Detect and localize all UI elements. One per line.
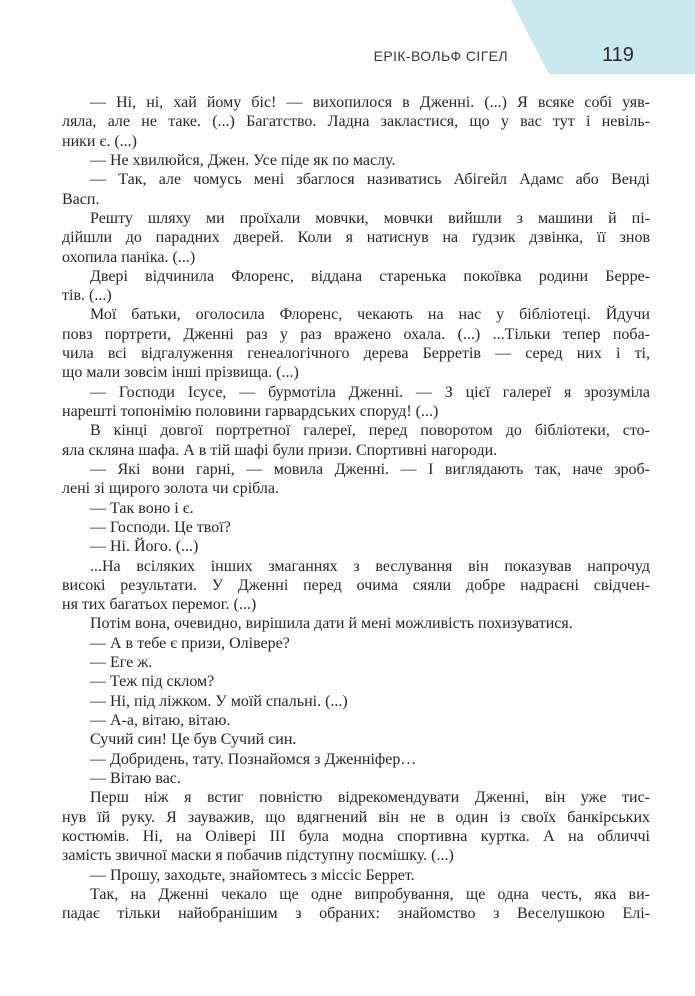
text-line: — Так воно і є. <box>90 499 194 517</box>
text-line: що мали зовсім інші прізвища. (...) <box>62 364 299 382</box>
text-line: — Добридень, тату. Познайомся з Дженніфер… <box>90 750 417 768</box>
text-line: нув їй руку. Я зауважив, що вдягнений він не в один із своїх банкірських <box>62 808 650 826</box>
text-line: Решту шляху ми проїхали мовчки, мовчки вийшли з машини й пі- <box>90 209 650 227</box>
text-line: — Прошу, заходьте, знайомтесь з міссіс Беррет. <box>90 866 415 884</box>
text-line: дійшли до парадних дверей. Коли я натиснув на ґудзик дзвінка, її знов <box>62 229 650 247</box>
text-line: Двері відчинила Флоренс, віддана старенька покоївка родини Берре- <box>90 267 650 285</box>
text-line: Так, на Дженні чекало ще одне випробування, ще одна честь, яка ви- <box>90 885 650 903</box>
text-line: — Ні, під ліжком. У моїй спальні. (...) <box>90 692 348 710</box>
text-line: падає тільки найобранішим з обраних: знайомство з Веселушкою Елі- <box>62 905 650 923</box>
text-line: ники є. (...) <box>62 132 137 150</box>
text-line: ня тих багатьох перемог. (...) <box>62 596 257 614</box>
text-line: повз портрети, Дженні раз у раз вражено охала. (...) ...Тільки тепер поба- <box>62 325 650 343</box>
text-line: яла скляна шафа. А в тій шафі були призи. Спортивні нагороди. <box>62 441 498 459</box>
text-line: високі результати. У Дженні перед очима сяяли добре надраєні свідчен- <box>62 576 650 594</box>
text-line: замість звичної маски я побачив підступну посмішку. (...) <box>62 847 454 865</box>
text-line: — Вітаю вас. <box>90 769 181 787</box>
text-line: охопила паніка. (...) <box>62 248 196 266</box>
text-line: Потім вона, очевидно, вирішила дати й мені можливість похизуватися. <box>90 615 573 633</box>
text-line: — Так, але чомусь мені збаглося називатись Абігейл Адамс або Венді <box>90 171 650 189</box>
page-number: 119 <box>602 44 634 66</box>
text-line: нарешті топонімію половини гарвардських споруд! (...) <box>62 403 439 420</box>
text-line: — Теж під склом? <box>90 673 215 691</box>
text-line: костюмів. Ні, на Олівері III була модна спортивна куртка. А на обличчі <box>62 827 650 845</box>
text-line: чила всі відгалуження генеалогічного дерева Берретів — серед них і ті, <box>62 345 650 363</box>
text-line: В кінці довгої портретної галереї, перед поворотом до бібліотеки, сто- <box>90 422 650 440</box>
text-line: тів. (...) <box>62 287 112 305</box>
text-line: ляла, але не таке. (...) Багатство. Ладна закластися, що у вас тут і невіль- <box>62 113 650 131</box>
text-line: — А в тебе є призи, Олівере? <box>90 634 290 652</box>
text-line: лені зі щирого золота чи срібла. <box>62 480 279 498</box>
text-line: Мої батьки, оголосила Флоренс, чекають на нас у бібліотеці. Йдучи <box>90 306 650 324</box>
text-line: Васп. <box>62 190 100 208</box>
text-line: ...На всіляких інших змаганнях з веслування він показував напрочуд <box>90 557 650 575</box>
text-line: — А-а, вітаю, вітаю. <box>90 712 231 729</box>
body-text <box>62 93 650 923</box>
text-line: — Господи Ісусе, — бурмотіла Дженні. — З цієї галереї я зрозуміла <box>90 383 650 401</box>
text-line: Перш ніж я встиг повністю відрекомендувати Дженні, він уже тис- <box>90 789 650 807</box>
text-line: — Ні. Його. (...) <box>90 538 199 556</box>
text-line: — Ні, ні, хай йому біс! — вихопилося в Дженні. (...) Я всяке собі уяв- <box>90 94 650 111</box>
text-line: — Господи. Це твої? <box>90 518 231 536</box>
text-line: — Не хвилюйся, Джен. Усе піде як по маслу. <box>90 151 396 169</box>
text-line: — Які вони гарні, — мовила Дженні. — І виглядають так, наче зроб- <box>90 460 650 478</box>
text-line: — Еге ж. <box>90 654 153 672</box>
running-title: ЕРІК-ВОЛЬФ СІГЕЛ <box>373 48 508 64</box>
text-line: Сучий син! Це був Сучий син. <box>90 731 297 749</box>
